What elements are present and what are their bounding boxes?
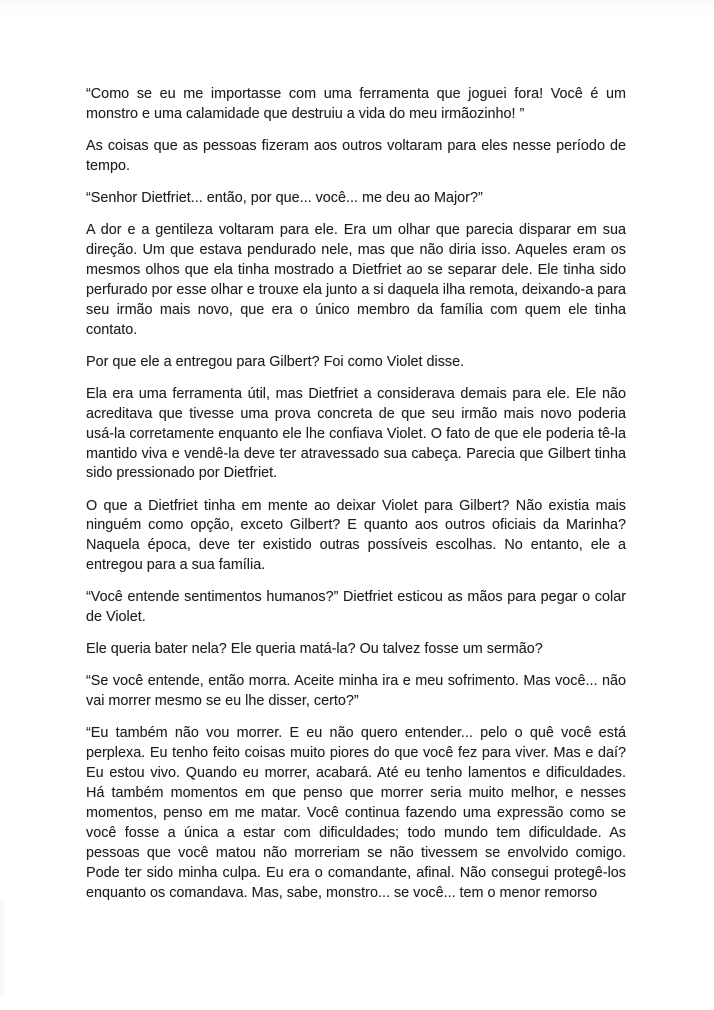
paragraph: “Senhor Dietfriet... então, por que... você... me deu ao Major?” <box>86 190 483 206</box>
scan-artifact-left-edge <box>0 900 8 996</box>
paragraph: Ele queria bater nela? Ele queria matá-la? Ou talvez fosse um sermão? <box>86 641 543 658</box>
paragraph: “Eu também não vou morrer. E eu não quero entender... pelo o quê você está perplexa. Eu tenho feito coisas muito piores do que você fez para viver. Mas e daí? Eu estou vivo. Quando eu morrer, acabará. Até eu tenho lamentos e dificuldades. Há também momentos em que penso que morrer seria muito melhor, e nesses momentos, penso em me matar. Você continua fazendo uma expressão como se você fosse a única a estar com dificuldades; todo mundo tem dificuldade. As pessoas que você matou não morreriam se não tivessem se envolvido comigo. Pode ter sido minha culpa. Eu era o comandante, afinal. Não consegui protegê-los enquanto os comandava. Mas, sabe, monstro... se você... tem o menor remorso <box>86 725 626 901</box>
body-text <box>86 85 626 904</box>
paragraph: “Você entende sentimentos humanos?” Dietfriet esticou as mãos para pegar o colar de Violet. <box>86 589 626 626</box>
paragraph: “Como se eu me importasse com uma ferramenta que joguei fora! Você é um monstro e uma calamidade que destruiu a vida do meu irmãozinho! ” <box>86 86 626 122</box>
paragraph: Ela era uma ferramenta útil, mas Dietfriet a considerava demais para ele. Ele não acreditava que tivesse uma prova concreta de que seu irmão mais novo poderia usá-la corretamente enquanto ele lhe confiava Violet. O fato de que ele poderia tê-la mantido viva e vendê-la deve ter atravessado sua cabeça. Parecia que Gilbert tinha sido pressionado por Dietfriet. <box>86 385 626 482</box>
paragraph: Por que ele a entregou para Gilbert? Foi como Violet disse. <box>86 353 465 370</box>
paragraph: As coisas que as pessoas fizeram aos outros voltaram para eles nesse período de tempo. <box>86 138 626 174</box>
scan-artifact-top-edge <box>0 0 714 14</box>
paragraph: “Se você entende, então morra. Aceite minha ira e meu sofrimento. Mas você... não vai morrer mesmo se eu lhe disser, certo?” <box>86 673 626 710</box>
paragraph: O que a Dietfriet tinha em mente ao deixar Violet para Gilbert? Não existia mais ninguém como opção, exceto Gilbert? E quanto aos outros oficiais da Marinha? Naquela época, deve ter existido outras possíveis escolhas. No entanto, ele a entregou para a sua família. <box>86 497 626 574</box>
paragraph: A dor e a gentileza voltaram para ele. Era um olhar que parecia disparar em sua direção. Um que estava pendurado nele, mas que não diria isso. Aqueles eram os mesmos olhos que ela tinha mostrado a Dietfriet ao se separar dele. Ele tinha sido perfurado por esse olhar e trouxe ela junto a si daquela ilha remota, deixando-a para seu irmão mais novo, que era o único membro da família com quem ele tinha contato. <box>86 222 626 338</box>
